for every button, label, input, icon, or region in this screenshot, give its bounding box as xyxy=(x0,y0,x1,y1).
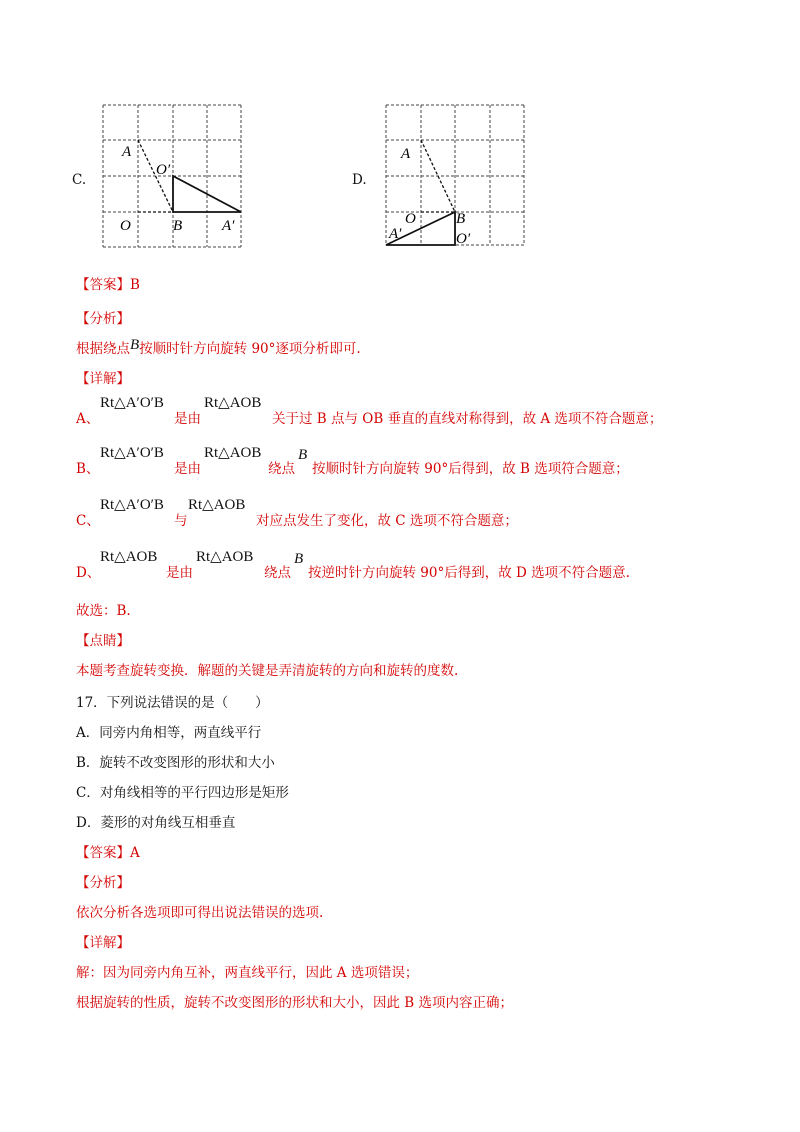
label-a-prime: A′ xyxy=(389,226,402,242)
item-a-tail: 关于过 B 点与 OB 垂直的直线对称得到，故 A 选项不符合题意； xyxy=(272,411,663,427)
q17-option-a: A．同旁内角相等，两直线平行 xyxy=(76,725,262,741)
item-b-point: B xyxy=(298,447,308,463)
label-b: B xyxy=(173,218,183,234)
label-a: A xyxy=(122,144,132,160)
q17-stem: 17．下列说法错误的是（ ） xyxy=(76,695,269,711)
option-c-label: C. xyxy=(72,172,87,188)
q17-detail-line-1: 解：因为同旁内角互补，两直线平行，因此 A 选项错误； xyxy=(76,965,419,981)
q17-answer-line xyxy=(76,844,140,862)
answer-tag: 【答案】 xyxy=(76,845,130,861)
item-a-letter: A、 xyxy=(76,411,100,427)
item-d-tail: 按逆时针方向旋转 90°后得到，故 D 选项不符合题意. xyxy=(308,565,630,581)
q17-option-b: B．旋转不改变图形的形状和大小 xyxy=(76,755,275,771)
item-b-join: 是由 xyxy=(174,461,201,477)
q17-option-c: C．对角线相等的平行四边形是矩形 xyxy=(76,785,289,801)
item-c-math2: Rt△AOB xyxy=(188,497,246,513)
item-c-join: 与 xyxy=(174,513,188,529)
q16-comment-tag: 【点睛】 xyxy=(76,633,130,649)
answer-value: A xyxy=(130,845,140,861)
answer-value: B xyxy=(130,277,140,293)
item-d-letter: D、 xyxy=(76,565,101,581)
label-a: A xyxy=(401,146,411,162)
item-d-math2: Rt△AOB xyxy=(196,549,254,565)
item-b-letter: B、 xyxy=(76,461,100,477)
label-a-prime: A′ xyxy=(222,218,235,234)
label-o-prime: O′ xyxy=(156,162,171,178)
answer-tag: 【答案】 xyxy=(76,277,130,293)
option-c-figure xyxy=(100,102,245,250)
label-o: O xyxy=(120,218,131,234)
option-d-label: D. xyxy=(352,172,367,188)
item-b-tail: 按顺时针方向旋转 90°后得到，故 B 选项符合题意； xyxy=(312,461,629,477)
q17-detail-tag: 【详解】 xyxy=(76,935,130,951)
option-d-figure xyxy=(383,102,528,250)
q17-analysis-tag: 【分析】 xyxy=(76,875,130,891)
item-d-join: 是由 xyxy=(166,565,193,581)
item-a-math2: Rt△AOB xyxy=(204,395,262,411)
item-d-point: B xyxy=(294,551,304,567)
q17-detail-line-2: 根据旋转的性质，旋转不改变图形的形状和大小，因此 B 选项内容正确； xyxy=(76,995,514,1011)
analysis-point-b: B xyxy=(130,337,140,353)
item-c-letter: C、 xyxy=(76,513,100,529)
q16-detail-tag: 【详解】 xyxy=(76,371,130,387)
label-b: B xyxy=(456,211,466,227)
q17-analysis: 依次分析各选项即可得出说法错误的选项. xyxy=(76,905,324,921)
item-d-around: 绕点 xyxy=(264,565,291,581)
q16-answer-line xyxy=(76,276,140,294)
item-c-math1: Rt△A′O′B xyxy=(100,497,164,513)
label-o: O xyxy=(405,211,416,227)
item-b-math2: Rt△AOB xyxy=(204,445,262,461)
q16-analysis-tag: 【分析】 xyxy=(76,311,130,327)
label-o-prime: O′ xyxy=(456,231,471,247)
q16-comment: 本题考查旋转变换．解题的关键是弄清旋转的方向和旋转的度数. xyxy=(76,663,459,679)
item-d-math1: Rt△AOB xyxy=(100,549,158,565)
item-b-around: 绕点 xyxy=(268,461,295,477)
q17-option-d: D．菱形的对角线互相垂直 xyxy=(76,815,236,831)
item-c-tail: 对应点发生了变化，故 C 选项不符合题意； xyxy=(256,513,518,529)
q16-analysis-text: 根据绕点B按顺时针方向旋转 90°逐项分析即可. xyxy=(76,337,361,357)
item-a-join: 是由 xyxy=(174,411,201,427)
item-a-math1: Rt△A′O′B xyxy=(100,395,164,411)
q16-conclusion: 故选：B. xyxy=(76,603,131,619)
item-b-math1: Rt△A′O′B xyxy=(100,445,164,461)
